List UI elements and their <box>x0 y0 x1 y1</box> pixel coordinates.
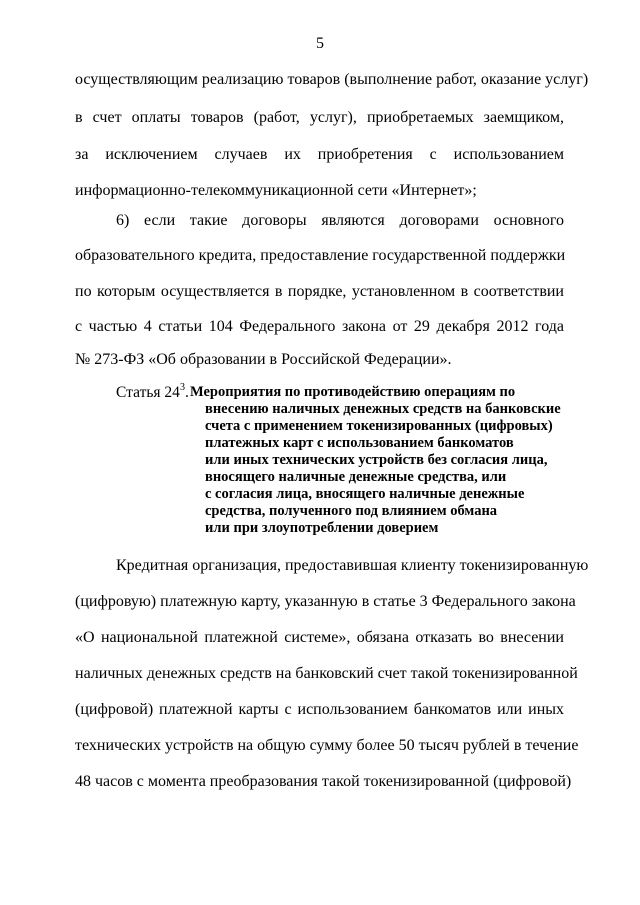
article-title-line: вносящего наличные денежные средства, или <box>205 469 507 485</box>
text-line: с частью 4 статьи 104 Федерального закона от 29 декабря 2012 года <box>75 318 564 335</box>
article-prefix-dot: . <box>184 384 189 401</box>
text-line: № 273-ФЗ «Об образовании в Российской Федерации». <box>75 351 452 368</box>
article-title-line: счета с применением токенизированных (цифровых) <box>205 418 553 434</box>
text-line: (цифровой) платежной карты с использованием банкоматов или иных <box>75 701 564 718</box>
text-line: по которым осуществляется в порядке, установленном в соответствии <box>75 283 564 300</box>
article-prefix-text: Статья 24 <box>116 384 180 401</box>
article-title-line: внесению наличных денежных средств на банковские <box>205 401 561 417</box>
page-number: 5 <box>316 35 324 52</box>
text-line: осуществляющим реализацию товаров (выполнение работ, оказание услуг) <box>75 71 589 88</box>
text-line: информационно-телекоммуникационной сети «Интернет»; <box>75 182 477 199</box>
article-title-line: или иных технических устройств без согласия лица, <box>205 452 548 468</box>
text-line: 6) если такие договоры являются договорами основного <box>116 212 564 229</box>
text-line: в счет оплаты товаров (работ, услуг), приобретаемых заемщиком, <box>75 109 564 126</box>
text-line: 48 часов с момента преобразования такой токенизированной (цифровой) <box>75 773 572 790</box>
article-title-line: платежных карт с использованием банкоматов <box>205 435 514 451</box>
text-line: технических устройств на общую сумму более 50 тысяч рублей в течение <box>75 737 579 754</box>
article-title-line: с согласия лица, вносящего наличные денежные <box>205 486 525 502</box>
article-title-line: или при злоупотреблении доверием <box>205 520 439 536</box>
article-title-line: средства, полученного под влиянием обмана <box>205 503 498 519</box>
text-line: наличных денежных средств на банковский счет такой токенизированной <box>75 665 578 682</box>
text-line: за исключением случаев их приобретения с использованием <box>75 146 564 163</box>
article-title-line: Мероприятия по противодействию операциям по <box>190 384 516 400</box>
text-line: (цифровую) платежную карту, указанную в статье 3 Федерального закона <box>75 593 576 610</box>
text-line: «О национальной платежной системе», обязана отказать во внесении <box>75 629 564 646</box>
article-number <box>116 383 189 403</box>
text-line: образовательного кредита, предоставление государственной поддержки <box>75 247 566 264</box>
text-line: Кредитная организация, предоставившая клиенту токенизированную <box>116 557 589 574</box>
article-superscript: 3 <box>179 381 185 393</box>
